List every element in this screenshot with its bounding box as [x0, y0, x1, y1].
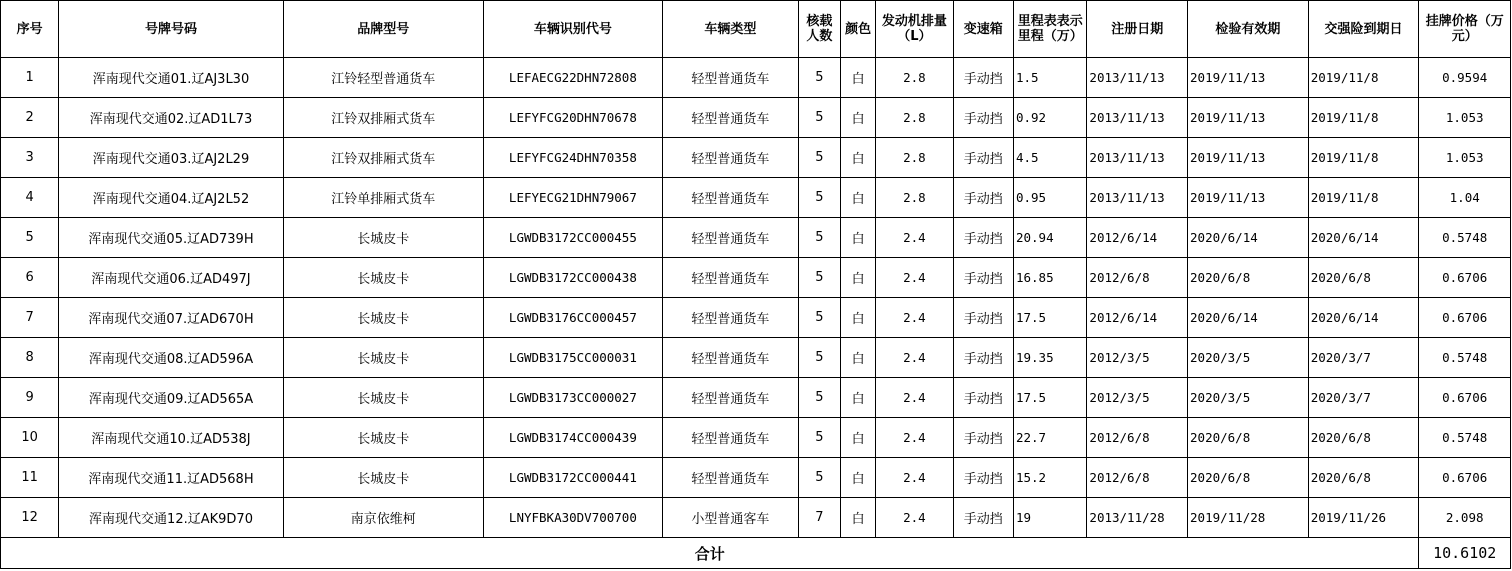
cell-gearbox: 手动挡	[953, 178, 1013, 218]
cell-inspect: 2020/6/14	[1188, 218, 1309, 258]
cell-mileage: 19	[1013, 498, 1086, 538]
cell-plate: 浑南现代交通04.辽AJ2L52	[59, 178, 283, 218]
cell-engine: 2.4	[876, 338, 953, 378]
header-no: 序号	[1, 1, 59, 58]
cell-gearbox: 手动挡	[953, 218, 1013, 258]
header-type: 车辆类型	[662, 1, 798, 58]
cell-color: 白	[840, 298, 875, 338]
total-label: 合计	[1, 538, 1419, 569]
cell-color: 白	[840, 458, 875, 498]
total-value: 10.6102	[1419, 538, 1511, 569]
cell-model: 南京依维柯	[283, 498, 483, 538]
cell-type: 轻型普通货车	[662, 298, 798, 338]
cell-plate: 浑南现代交通07.辽AD670H	[59, 298, 283, 338]
cell-vin: LGWDB3172CC000455	[483, 218, 662, 258]
cell-plate: 浑南现代交通01.辽AJ3L30	[59, 58, 283, 98]
cell-type: 小型普通客车	[662, 498, 798, 538]
cell-price: 0.6706	[1419, 298, 1511, 338]
table-row	[1, 418, 1511, 458]
cell-reg-date: 2012/6/8	[1087, 418, 1188, 458]
cell-insurance: 2019/11/8	[1308, 178, 1419, 218]
cell-vin: LGWDB3174CC000439	[483, 418, 662, 458]
cell-seats: 7	[798, 498, 840, 538]
cell-gearbox: 手动挡	[953, 418, 1013, 458]
cell-inspect: 2020/6/14	[1188, 298, 1309, 338]
cell-inspect: 2020/3/5	[1188, 378, 1309, 418]
cell-color: 白	[840, 378, 875, 418]
cell-price: 0.5748	[1419, 218, 1511, 258]
cell-plate: 浑南现代交通11.辽AD568H	[59, 458, 283, 498]
cell-mileage: 19.35	[1013, 338, 1086, 378]
cell-inspect: 2019/11/13	[1188, 178, 1309, 218]
cell-type: 轻型普通货车	[662, 98, 798, 138]
cell-model: 长城皮卡	[283, 298, 483, 338]
cell-seats: 5	[798, 98, 840, 138]
header-mileage: 里程表表示里程（万）	[1013, 1, 1086, 58]
cell-seats: 5	[798, 378, 840, 418]
cell-engine: 2.8	[876, 138, 953, 178]
cell-mileage: 16.85	[1013, 258, 1086, 298]
cell-price: 1.04	[1419, 178, 1511, 218]
cell-inspect: 2019/11/13	[1188, 58, 1309, 98]
cell-mileage: 4.5	[1013, 138, 1086, 178]
cell-mileage: 0.95	[1013, 178, 1086, 218]
cell-insurance: 2019/11/8	[1308, 138, 1419, 178]
cell-gearbox: 手动挡	[953, 298, 1013, 338]
table-row	[1, 178, 1511, 218]
cell-color: 白	[840, 218, 875, 258]
table-row	[1, 138, 1511, 178]
cell-gearbox: 手动挡	[953, 338, 1013, 378]
cell-reg-date: 2013/11/13	[1087, 58, 1188, 98]
cell-vin: LEFYECG21DHN79067	[483, 178, 662, 218]
cell-no: 12	[1, 498, 59, 538]
cell-seats: 5	[798, 178, 840, 218]
cell-no: 4	[1, 178, 59, 218]
header-model: 品牌型号	[283, 1, 483, 58]
header-vin: 车辆识别代号	[483, 1, 662, 58]
cell-price: 0.5748	[1419, 338, 1511, 378]
cell-price: 0.9594	[1419, 58, 1511, 98]
cell-color: 白	[840, 498, 875, 538]
header-plate: 号牌号码	[59, 1, 283, 58]
cell-mileage: 0.92	[1013, 98, 1086, 138]
cell-insurance: 2020/6/14	[1308, 298, 1419, 338]
cell-no: 9	[1, 378, 59, 418]
cell-seats: 5	[798, 218, 840, 258]
table-row	[1, 378, 1511, 418]
cell-price: 1.053	[1419, 98, 1511, 138]
cell-mileage: 1.5	[1013, 58, 1086, 98]
cell-reg-date: 2012/6/8	[1087, 458, 1188, 498]
cell-insurance: 2019/11/8	[1308, 98, 1419, 138]
cell-type: 轻型普通货车	[662, 178, 798, 218]
cell-inspect: 2020/6/8	[1188, 418, 1309, 458]
cell-no: 1	[1, 58, 59, 98]
cell-mileage: 17.5	[1013, 378, 1086, 418]
cell-vin: LGWDB3175CC000031	[483, 338, 662, 378]
cell-inspect: 2019/11/28	[1188, 498, 1309, 538]
cell-engine: 2.4	[876, 498, 953, 538]
cell-reg-date: 2013/11/28	[1087, 498, 1188, 538]
cell-gearbox: 手动挡	[953, 98, 1013, 138]
cell-type: 轻型普通货车	[662, 418, 798, 458]
cell-no: 3	[1, 138, 59, 178]
cell-insurance: 2019/11/26	[1308, 498, 1419, 538]
table-row	[1, 498, 1511, 538]
cell-price: 0.5748	[1419, 418, 1511, 458]
cell-engine: 2.4	[876, 298, 953, 338]
cell-insurance: 2020/6/8	[1308, 418, 1419, 458]
table-row	[1, 258, 1511, 298]
cell-model: 长城皮卡	[283, 258, 483, 298]
cell-seats: 5	[798, 418, 840, 458]
cell-vin: LEFYFCG24DHN70358	[483, 138, 662, 178]
cell-price: 0.6706	[1419, 258, 1511, 298]
cell-reg-date: 2012/3/5	[1087, 338, 1188, 378]
cell-reg-date: 2012/6/14	[1087, 298, 1188, 338]
cell-type: 轻型普通货车	[662, 338, 798, 378]
cell-model: 长城皮卡	[283, 458, 483, 498]
cell-engine: 2.8	[876, 58, 953, 98]
cell-gearbox: 手动挡	[953, 378, 1013, 418]
cell-plate: 浑南现代交通05.辽AD739H	[59, 218, 283, 258]
cell-vin: LEFAECG22DHN72808	[483, 58, 662, 98]
cell-type: 轻型普通货车	[662, 138, 798, 178]
header-engine: 发动机排量（L）	[876, 1, 953, 58]
cell-insurance: 2019/11/8	[1308, 58, 1419, 98]
cell-no: 5	[1, 218, 59, 258]
cell-model: 江铃双排厢式货车	[283, 138, 483, 178]
cell-price: 0.6706	[1419, 458, 1511, 498]
cell-vin: LEFYFCG20DHN70678	[483, 98, 662, 138]
cell-mileage: 20.94	[1013, 218, 1086, 258]
cell-insurance: 2020/3/7	[1308, 378, 1419, 418]
header-price: 挂牌价格（万元）	[1419, 1, 1511, 58]
cell-seats: 5	[798, 258, 840, 298]
table-row	[1, 338, 1511, 378]
header-gearbox: 变速箱	[953, 1, 1013, 58]
cell-mileage: 22.7	[1013, 418, 1086, 458]
cell-mileage: 17.5	[1013, 298, 1086, 338]
cell-model: 长城皮卡	[283, 218, 483, 258]
table-row	[1, 298, 1511, 338]
cell-reg-date: 2012/6/8	[1087, 258, 1188, 298]
header-color: 颜色	[840, 1, 875, 58]
total-row	[1, 538, 1511, 569]
cell-plate: 浑南现代交通08.辽AD596A	[59, 338, 283, 378]
cell-seats: 5	[798, 458, 840, 498]
cell-type: 轻型普通货车	[662, 378, 798, 418]
header-insurance: 交强险到期日	[1308, 1, 1419, 58]
cell-model: 长城皮卡	[283, 338, 483, 378]
cell-reg-date: 2012/6/14	[1087, 218, 1188, 258]
cell-seats: 5	[798, 138, 840, 178]
cell-insurance: 2020/3/7	[1308, 338, 1419, 378]
cell-type: 轻型普通货车	[662, 258, 798, 298]
header-inspect: 检验有效期	[1188, 1, 1309, 58]
cell-no: 8	[1, 338, 59, 378]
cell-gearbox: 手动挡	[953, 58, 1013, 98]
table-row	[1, 98, 1511, 138]
cell-no: 2	[1, 98, 59, 138]
cell-vin: LGWDB3172CC000441	[483, 458, 662, 498]
cell-engine: 2.4	[876, 378, 953, 418]
cell-reg-date: 2013/11/13	[1087, 138, 1188, 178]
cell-plate: 浑南现代交通09.辽AD565A	[59, 378, 283, 418]
cell-model: 江铃轻型普通货车	[283, 58, 483, 98]
cell-insurance: 2020/6/8	[1308, 258, 1419, 298]
cell-model: 江铃单排厢式货车	[283, 178, 483, 218]
cell-no: 10	[1, 418, 59, 458]
cell-plate: 浑南现代交通06.辽AD497J	[59, 258, 283, 298]
cell-vin: LNYFBKA30DV700700	[483, 498, 662, 538]
cell-color: 白	[840, 418, 875, 458]
cell-inspect: 2019/11/13	[1188, 138, 1309, 178]
cell-inspect: 2020/6/8	[1188, 458, 1309, 498]
cell-color: 白	[840, 98, 875, 138]
cell-color: 白	[840, 338, 875, 378]
cell-mileage: 15.2	[1013, 458, 1086, 498]
cell-type: 轻型普通货车	[662, 458, 798, 498]
cell-engine: 2.8	[876, 98, 953, 138]
cell-vin: LGWDB3172CC000438	[483, 258, 662, 298]
table-row	[1, 458, 1511, 498]
header-row	[1, 1, 1511, 58]
cell-no: 7	[1, 298, 59, 338]
cell-type: 轻型普通货车	[662, 218, 798, 258]
cell-engine: 2.4	[876, 418, 953, 458]
cell-color: 白	[840, 138, 875, 178]
cell-vin: LGWDB3176CC000457	[483, 298, 662, 338]
cell-plate: 浑南现代交通02.辽AD1L73	[59, 98, 283, 138]
cell-gearbox: 手动挡	[953, 138, 1013, 178]
cell-engine: 2.4	[876, 458, 953, 498]
cell-reg-date: 2012/3/5	[1087, 378, 1188, 418]
header-reg-date: 注册日期	[1087, 1, 1188, 58]
cell-plate: 浑南现代交通10.辽AD538J	[59, 418, 283, 458]
cell-plate: 浑南现代交通03.辽AJ2L29	[59, 138, 283, 178]
cell-no: 11	[1, 458, 59, 498]
cell-gearbox: 手动挡	[953, 258, 1013, 298]
cell-inspect: 2020/6/8	[1188, 258, 1309, 298]
cell-model: 江铃双排厢式货车	[283, 98, 483, 138]
cell-insurance: 2020/6/14	[1308, 218, 1419, 258]
cell-plate: 浑南现代交通12.辽AK9D70	[59, 498, 283, 538]
cell-gearbox: 手动挡	[953, 458, 1013, 498]
cell-reg-date: 2013/11/13	[1087, 98, 1188, 138]
cell-engine: 2.4	[876, 258, 953, 298]
cell-color: 白	[840, 258, 875, 298]
header-seats: 核载人数	[798, 1, 840, 58]
cell-price: 1.053	[1419, 138, 1511, 178]
cell-type: 轻型普通货车	[662, 58, 798, 98]
cell-color: 白	[840, 178, 875, 218]
table-row	[1, 58, 1511, 98]
cell-model: 长城皮卡	[283, 418, 483, 458]
cell-price: 2.098	[1419, 498, 1511, 538]
cell-color: 白	[840, 58, 875, 98]
table-row	[1, 218, 1511, 258]
cell-reg-date: 2013/11/13	[1087, 178, 1188, 218]
cell-seats: 5	[798, 338, 840, 378]
cell-gearbox: 手动挡	[953, 498, 1013, 538]
cell-vin: LGWDB3173CC000027	[483, 378, 662, 418]
cell-engine: 2.4	[876, 218, 953, 258]
cell-seats: 5	[798, 58, 840, 98]
cell-no: 6	[1, 258, 59, 298]
cell-insurance: 2020/6/8	[1308, 458, 1419, 498]
cell-model: 长城皮卡	[283, 378, 483, 418]
cell-seats: 5	[798, 298, 840, 338]
table-body	[1, 58, 1511, 538]
cell-engine: 2.8	[876, 178, 953, 218]
cell-inspect: 2019/11/13	[1188, 98, 1309, 138]
cell-price: 0.6706	[1419, 378, 1511, 418]
cell-inspect: 2020/3/5	[1188, 338, 1309, 378]
